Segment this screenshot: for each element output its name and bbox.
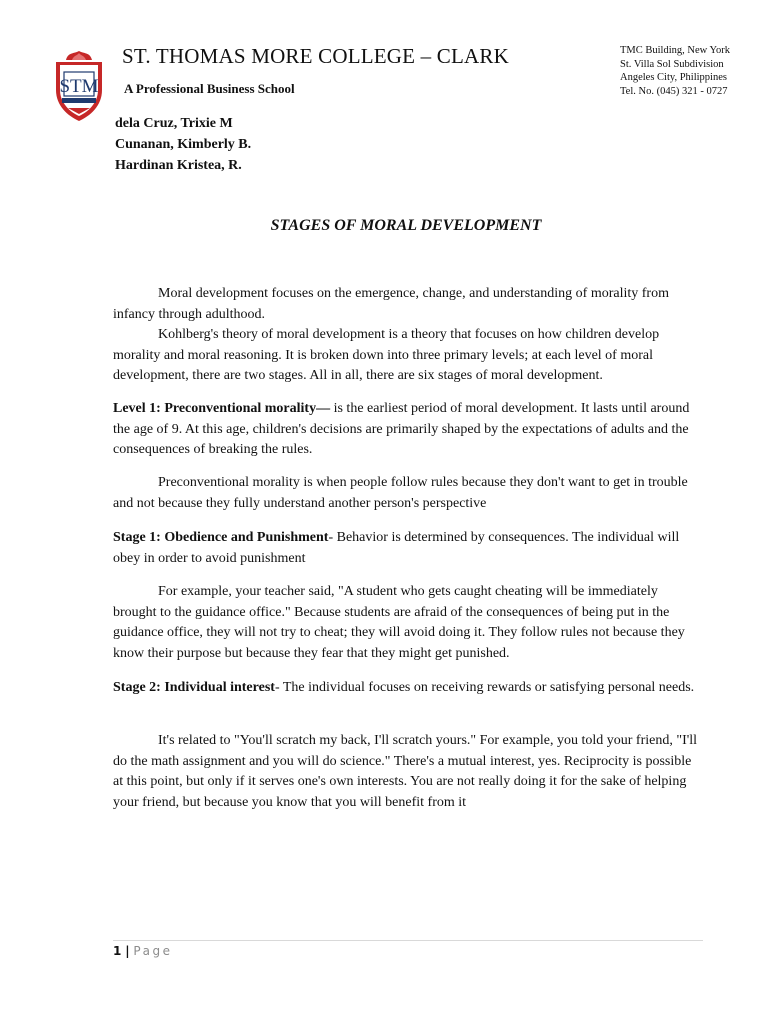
paragraph: It's related to "You'll scratch my back, I'll scratch yours." For example, you told your friend, "I'll do the math assignment and you will do science." There's a mutual interest, yes. Reciprocity is possible at this point, but only if it serves one's own interests. You are not really doing it for the sake of helping your friend, but because you know that you will benefit from it — [113, 733, 698, 810]
stage2-paragraph-block — [113, 731, 701, 813]
logo-letters: STM — [59, 76, 99, 97]
paragraph: For example, your teacher said, "A student who gets caught cheating will be immediately brought to the guidance office." Because students are afraid of the consequences of being put in the guidance office, they will not try to cheat; they will avoid doing it. They follow rules not because they know their purpose but because they fear that they might get punished. — [113, 584, 685, 661]
stage2-heading: Stage 2: Individual interest — [113, 680, 275, 695]
author-name: Hardinan Kristea, R. — [115, 158, 242, 173]
address-line: St. Villa Sol Subdivision — [620, 58, 724, 70]
page-footer — [113, 944, 172, 958]
document-title: STAGES OF MORAL DEVELOPMENT — [270, 217, 542, 234]
page-number: 1 — [113, 944, 122, 958]
address-line: Angeles City, Philippines — [620, 72, 727, 84]
stage2-section — [113, 678, 701, 699]
author-list — [115, 113, 251, 176]
college-logo — [52, 50, 106, 122]
level1-heading: Level 1: Preconventional morality— — [113, 401, 331, 416]
college-tagline: A Professional Business School — [124, 81, 295, 96]
stage1-heading: Stage 1: Obedience and Punishment — [113, 530, 329, 545]
paragraph: Preconventional morality is when people follow rules because they don't want to get in trouble and not because they fully understand another person's perspective — [113, 475, 688, 511]
footer-separator: | — [125, 944, 130, 958]
address-line: Tel. No. (045) 321 - 0727 — [620, 85, 728, 97]
stage1-text: - Behavior is determined by consequences. The individual will obey in order to avoid punishment — [113, 530, 680, 566]
paragraph: Kohlberg's theory of moral development is a theory that focuses on how children develop morality and moral reasoning. It is broken down into three primary levels; at each level of moral development, there are two stages. All in all, there are six stages of moral development. — [113, 327, 660, 383]
address-line: TMC Building, New York — [620, 45, 730, 56]
paragraph: Moral development focuses on the emergence, change, and understanding of morality from infancy through adulthood. — [113, 286, 669, 322]
author-name: dela Cruz, Trixie M — [115, 116, 233, 131]
stage2-text: - The individual focuses on receiving rewards or satisfying personal needs. — [274, 680, 695, 695]
paragraph — [113, 678, 701, 699]
stage1-section — [113, 528, 701, 569]
intro-section — [113, 284, 701, 387]
level1-text: is the earliest period of moral development. It lasts until around the age of 9. At this age, children's decisions are primarily shaped by the expectations of adults and the consequences of breaking the rules. — [113, 401, 690, 457]
footer-divider — [113, 940, 703, 941]
author-name: Cunanan, Kimberly B. — [115, 137, 252, 152]
level1-section — [113, 399, 701, 461]
college-address — [620, 44, 730, 98]
stage1-paragraph-block — [113, 582, 701, 664]
level1-paragraph-block — [113, 473, 701, 514]
paragraph — [113, 399, 701, 461]
paragraph — [113, 528, 701, 569]
college-name: ST. THOMAS MORE COLLEGE – CLARK — [122, 44, 509, 68]
page-label: Page — [133, 944, 173, 958]
